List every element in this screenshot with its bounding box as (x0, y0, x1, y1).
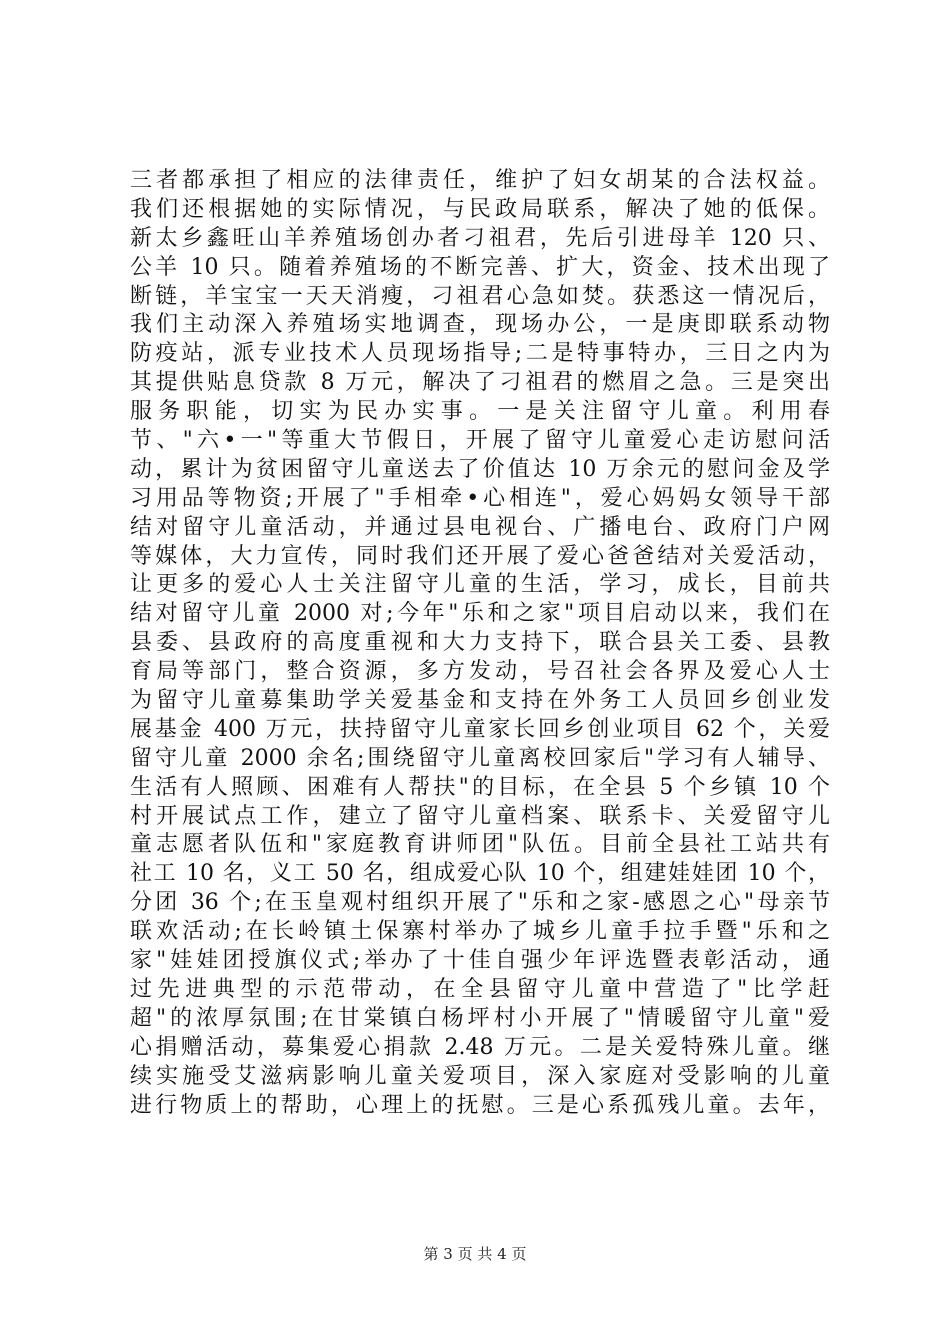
text-line: 童志愿者队伍和"家庭教育讲师团"队伍。目前全县社工站共有 (130, 832, 830, 858)
text-line: 我们还根据她的实际情况，与民政局联系，解决了她的低保。 (130, 196, 830, 222)
text-line: 进行物质上的帮助，心理上的抚慰。三是心系孤残儿童。去年， (130, 1092, 830, 1118)
text-line: 超"的浓厚氛围;在甘棠镇白杨坪村小开展了"情暖留守儿童"爱 (130, 1005, 830, 1031)
text-line: 生活有人照顾、困难有人帮扶"的目标，在全县 5 个乡镇 10 个 (130, 774, 830, 800)
text-line: 防疫站，派专业技术人员现场指导;二是特事特办，三日之内为 (130, 341, 830, 367)
text-line: 结对留守儿童 2000 对;今年"乐和之家"项目启动以来，我们在 (130, 601, 830, 627)
text-line: 过先进典型的示范带动，在全县留守儿童中营造了"比学赶 (130, 976, 830, 1002)
text-line: 家"娃娃团授旗仪式;举办了十佳自强少年评选暨表彰活动，通 (130, 948, 830, 974)
text-line: 续实施受艾滋病影响儿童关爱项目，深入家庭对受影响的儿童 (130, 1063, 830, 1089)
text-line: 其提供贴息贷款 8 万元，解决了刁祖君的燃眉之急。三是突出 (130, 370, 830, 396)
text-line: 育局等部门，整合资源，多方发动，号召社会各界及爱心人士 (130, 659, 830, 685)
text-line: 县委、县政府的高度重视和大力支持下，联合县关工委、县教 (130, 630, 830, 656)
text-line: 留守儿童 2000 余名;围绕留守儿童离校回家后"学习有人辅导、 (130, 745, 830, 771)
text-line: 节、"六•一"等重大节假日，开展了留守儿童爱心走访慰问活 (130, 428, 830, 454)
text-line: 三者都承担了相应的法律责任，维护了妇女胡某的合法权益。 (130, 168, 830, 193)
text-line: 展基金 400 万元，扶持留守儿童家长回乡创业项目 62 个，关爱 (130, 716, 830, 742)
text-line: 社工 10 名，义工 50 名，组成爱心队 10 个，组建娃娃团 10 个， (130, 861, 830, 887)
page-footer: 第 3 页 共 4 页 (423, 1245, 527, 1263)
text-line: 为留守儿童募集助学关爱基金和支持在外务工人员回乡创业发 (130, 688, 830, 714)
text-line: 服务职能，切实为民办实事。一是关注留守儿童。利用春 (130, 399, 830, 425)
text-line: 联欢活动;在长岭镇土保寨村举办了城乡儿童手拉手暨"乐和之 (130, 919, 830, 945)
text-line: 等媒体，大力宣传，同时我们还开展了爱心爸爸结对关爱活动， (130, 543, 830, 569)
text-line: 我们主动深入养殖场实地调查，现场办公，一是庚即联系动物 (130, 312, 830, 338)
text-line: 动，累计为贫困留守儿童送去了价值达 10 万余元的慰问金及学 (130, 456, 830, 482)
text-line: 结对留守儿童活动，并通过县电视台、广播电台、政府门户网 (130, 514, 830, 540)
text-line: 新太乡鑫旺山羊养殖场创办者刁祖君，先后引进母羊 120 只、 (130, 225, 830, 251)
text-line: 心捐赠活动，募集爱心捐款 2.48 万元。二是关爱特殊儿童。继 (130, 1034, 830, 1060)
body-text (130, 167, 830, 1120)
text-line: 断链，羊宝宝一天天消瘦，刁祖君心急如焚。获悉这一情况后， (130, 283, 830, 309)
text-line: 分团 36 个;在玉皇观村组织开展了"乐和之家-感恩之心"母亲节 (130, 890, 830, 916)
text-line: 村开展试点工作，建立了留守儿童档案、联系卡、关爱留守儿 (130, 803, 830, 829)
text-line: 让更多的爱心人士关注留守儿童的生活，学习，成长，目前共 (130, 572, 830, 598)
text-line: 公羊 10 只。随着养殖场的不断完善、扩大，资金、技术出现了 (130, 254, 830, 280)
text-line: 习用品等物资;开展了"手相牵•心相连"，爱心妈妈女领导干部 (130, 485, 830, 511)
